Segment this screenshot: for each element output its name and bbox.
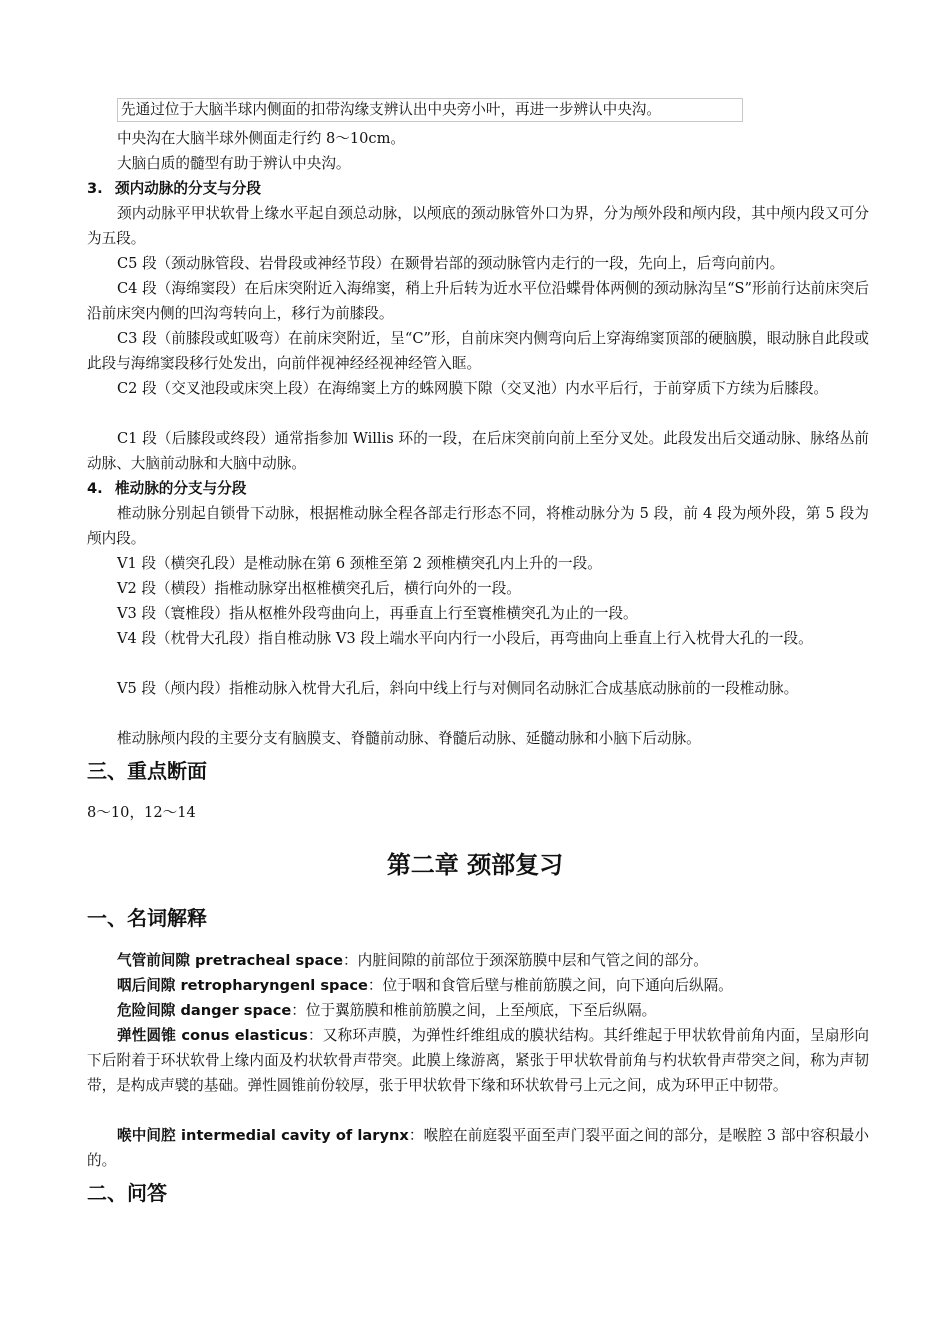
term-label: 咽后间隙 retropharyngenl space — [117, 977, 368, 994]
section-heading-4 — [87, 476, 246, 501]
highlighted-text-box[interactable]: 先通过位于大脑半球内侧面的扣带沟缘支辨认出中央旁小叶，再进一步辨认中央沟。 — [117, 98, 743, 122]
term-separator: ： — [408, 1127, 424, 1144]
chapter-title: 第二章 颈部复习 — [386, 851, 564, 879]
term-definition: 位于翼筋膜和椎前筋膜之间，上至颅底，下至后纵隔。 — [305, 1002, 657, 1019]
heading-terms: 一、名词解释 — [87, 906, 207, 930]
term-entry — [87, 1023, 869, 1098]
heading-qa: 二、问答 — [87, 1181, 167, 1205]
term-separator: ： — [367, 977, 383, 994]
paragraph-v1: V1 段（横突孔段）是椎动脉在第 6 颈椎至第 2 颈椎横突孔内上升的一段。 — [117, 555, 602, 572]
section-heading-3 — [87, 176, 261, 201]
paragraph-c3: C3 段（前膝段或虹吸弯）在前床突附近，呈“C”形，自前床突内侧弯向后上穿海绵窦顶部的硬脑膜，眼动脉自此段或此段与海绵窦段移行处发出，向前伴视神经经视神经管入眶。 — [87, 330, 869, 372]
term-definition: 又称环声膜，为弹性纤维组成的膜状结构。其纤维起于甲状软骨前角内面，呈扇形向下后附着于环状软骨上缘内面及杓状软骨声带突。此膜上缘游离，紧张于甲状软骨前角与杓状软骨声带突之间，称为声韧带，是构成声襞的基础。弹性圆锥前份较厚，张于甲状软骨下缘和环状软骨弓上元之间，成为环甲正中韧带。 — [87, 1027, 869, 1094]
term-definition: 喉腔在前庭裂平面至声门裂平面之间的部分，是喉腔 3 部中容积最小的。 — [87, 1127, 869, 1169]
term-separator: ： — [291, 1002, 306, 1019]
term-entry — [87, 1123, 869, 1173]
section-title: 颈内动脉的分支与分段 — [115, 180, 261, 197]
section-number: 4. — [87, 480, 103, 497]
paragraph-c4: C4 段（海绵窦段）在后床突附近入海绵窦，稍上升后转为近水平位沿蝶骨体两侧的颈动脉沟呈“S”形前行达前床突后沿前床突内侧的凹沟弯转向上，移行为前膝段。 — [87, 280, 869, 322]
term-definition: 位于咽和食管后壁与椎前筋膜之间，向下通向后纵隔。 — [382, 977, 733, 994]
paragraph-c1: C1 段（后膝段或终段）通常指参加 Willis 环的一段，在后床突前向前上至分叉处。此段发出后交通动脉、脉络丛前动脉、大脑前动脉和大脑中动脉。 — [87, 430, 869, 472]
term-label: 气管前间隙 pretracheal space — [117, 952, 344, 969]
term-label: 弹性圆锥 conus elasticus — [117, 1027, 308, 1044]
paragraph-va-branches: 椎动脉颅内段的主要分支有脑膜支、脊髓前动脉、脊髓后动脉、延髓动脉和小脑下后动脉。 — [117, 730, 701, 747]
heading-key-sections: 三、重点断面 — [87, 759, 207, 783]
paragraph-white-matter: 大脑白质的髓型有助于辨认中央沟。 — [117, 155, 351, 172]
paragraph-central-sulcus-length: 中央沟在大脑半球外侧面走行约 8～10cm。 — [117, 130, 406, 147]
term-entry — [87, 973, 869, 998]
paragraph-va-intro: 椎动脉分别起自锁骨下动脉，根据椎动脉全程各部走行形态不同，将椎动脉分为 5 段，前 4 段为颅外段，第 5 段为颅内段。 — [87, 505, 869, 547]
term-entry — [87, 948, 869, 973]
paragraph-v4: V4 段（枕骨大孔段）指自椎动脉 V3 段上端水平向内行一小段后，再弯曲向上垂直上行入枕骨大孔的一段。 — [117, 630, 813, 647]
term-label: 危险间隙 danger space — [117, 1002, 292, 1019]
paragraph-v3: V3 段（寰椎段）指从枢椎外段弯曲向上，再垂直上行至寰椎横突孔为止的一段。 — [117, 605, 638, 622]
paragraph-v5: V5 段（颅内段）指椎动脉入枕骨大孔后，斜向中线上行与对侧同名动脉汇合成基底动脉前的一段椎动脉。 — [117, 680, 799, 697]
term-separator: ： — [307, 1027, 323, 1044]
paragraph-v2: V2 段（横段）指椎动脉穿出枢椎横突孔后，横行向外的一段。 — [117, 580, 521, 597]
term-separator: ： — [343, 952, 358, 969]
section-number: 3. — [87, 180, 103, 197]
term-label: 喉中间腔 intermedial cavity of larynx — [117, 1127, 409, 1144]
key-sections-value: 8～10，12～14 — [87, 804, 196, 821]
paragraph-c2: C2 段（交叉池段或床突上段）在海绵窦上方的蛛网膜下隙（交叉池）内水平后行，于前穿质下方续为后膝段。 — [117, 380, 829, 397]
paragraph-ica-intro: 颈内动脉平甲状软骨上缘水平起自颈总动脉，以颅底的颈动脉管外口为界，分为颅外段和颅内段，其中颅内段又可分为五段。 — [87, 205, 869, 247]
term-definition: 内脏间隙的前部位于颈深筋膜中层和气管之间的部分。 — [357, 952, 708, 969]
term-entry — [87, 998, 869, 1023]
section-title: 椎动脉的分支与分段 — [115, 480, 247, 497]
paragraph-c5: C5 段（颈动脉管段、岩骨段或神经节段）在颞骨岩部的颈动脉管内走行的一段，先向上，后弯向前内。 — [117, 255, 785, 272]
